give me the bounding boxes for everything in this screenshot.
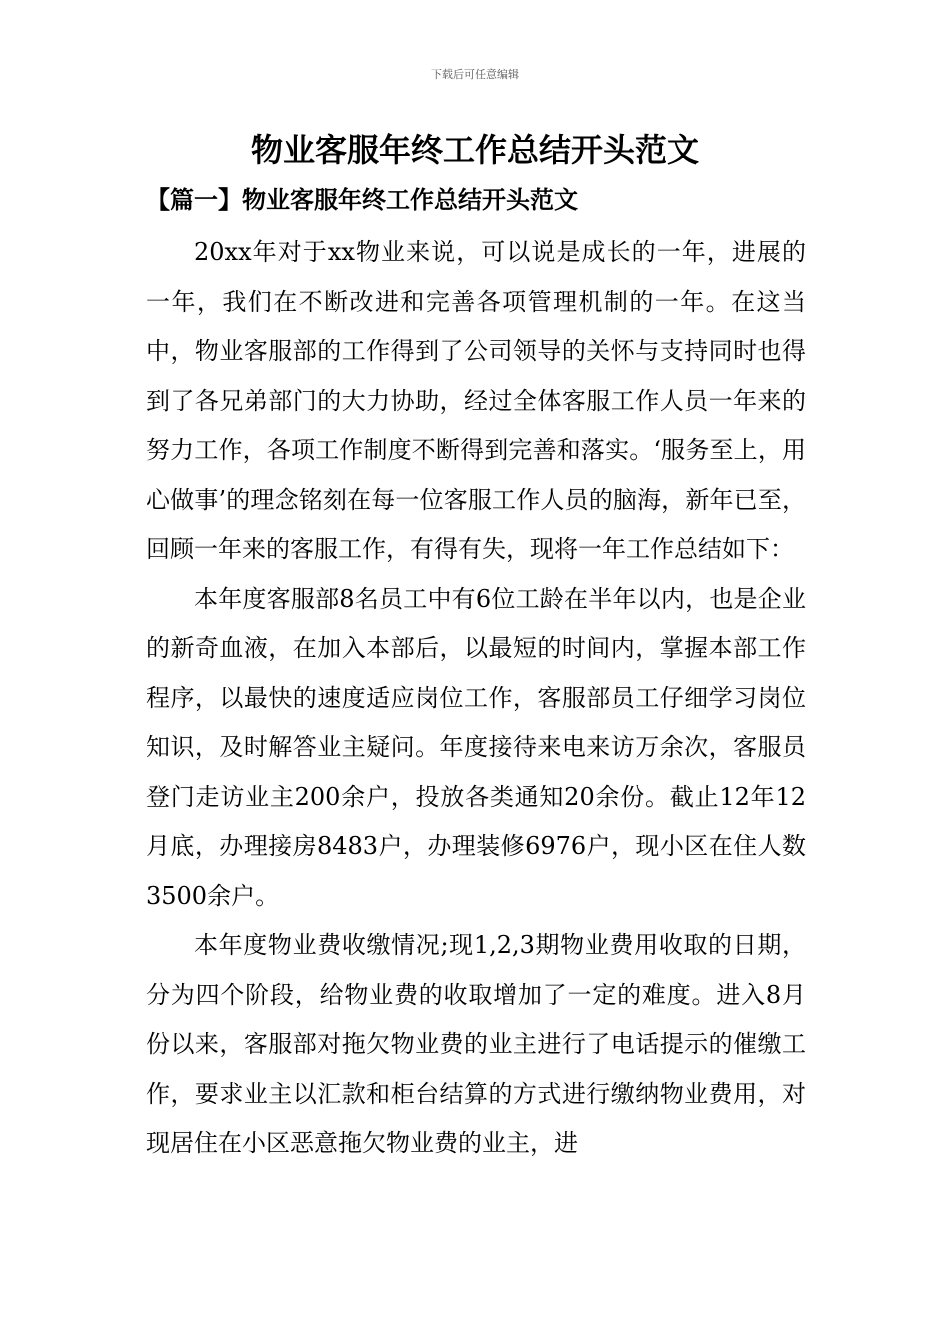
document-title: 物业客服年终工作总结开头范文 [250, 131, 699, 169]
document-body [146, 228, 806, 1169]
paragraph-3: 本年度物业费收缴情况;现1,2,3期物业费用收取的日期，分为四个阶段，给物业费的收取增加了一定的难度。进入8月份以来，客服部对拖欠物业费的业主进行了电话提示的催缴工作，要求业主以汇款和柜台结算的方式进行缴纳物业费用，对现居住在小区恶意拖欠物业费的业主，进 [146, 931, 806, 1157]
section-heading: 【篇一】物业客服年终工作总结开头范文 [146, 185, 578, 214]
paragraph-2: 本年度客服部8名员工中有6位工龄在半年以内，也是企业的新奇血液，在加入本部后，以最短的时间内，掌握本部工作程序，以最快的速度适应岗位工作，客服部员工仔细学习岗位知识，及时解答业主疑问。年度接待来电来访万余次，客服员登门走访业主200余户，投放各类通知20余份。截止12年12月底，办理接房8483户，办理装修6976户，现小区在住人数3500余户。 [146, 584, 806, 910]
paragraph-1: 20xx年对于xx物业来说，可以说是成长的一年，进展的一年，我们在不断改进和完善各项管理机制的一年。在这当中，物业客服部的工作得到了公司领导的关怀与支持同时也得到了各兄弟部门的大力协助，经过全体客服工作人员一年来的努力工作，各项工作制度不断得到完善和落实。‘服务至上，用心做事’的理念铭刻在每一位客服工作人员的脑海，新年已至，回顾一年来的客服工作，有得有失，现将一年工作总结如下： [146, 238, 806, 563]
header-note: 下载后可任意编辑 [431, 68, 519, 81]
